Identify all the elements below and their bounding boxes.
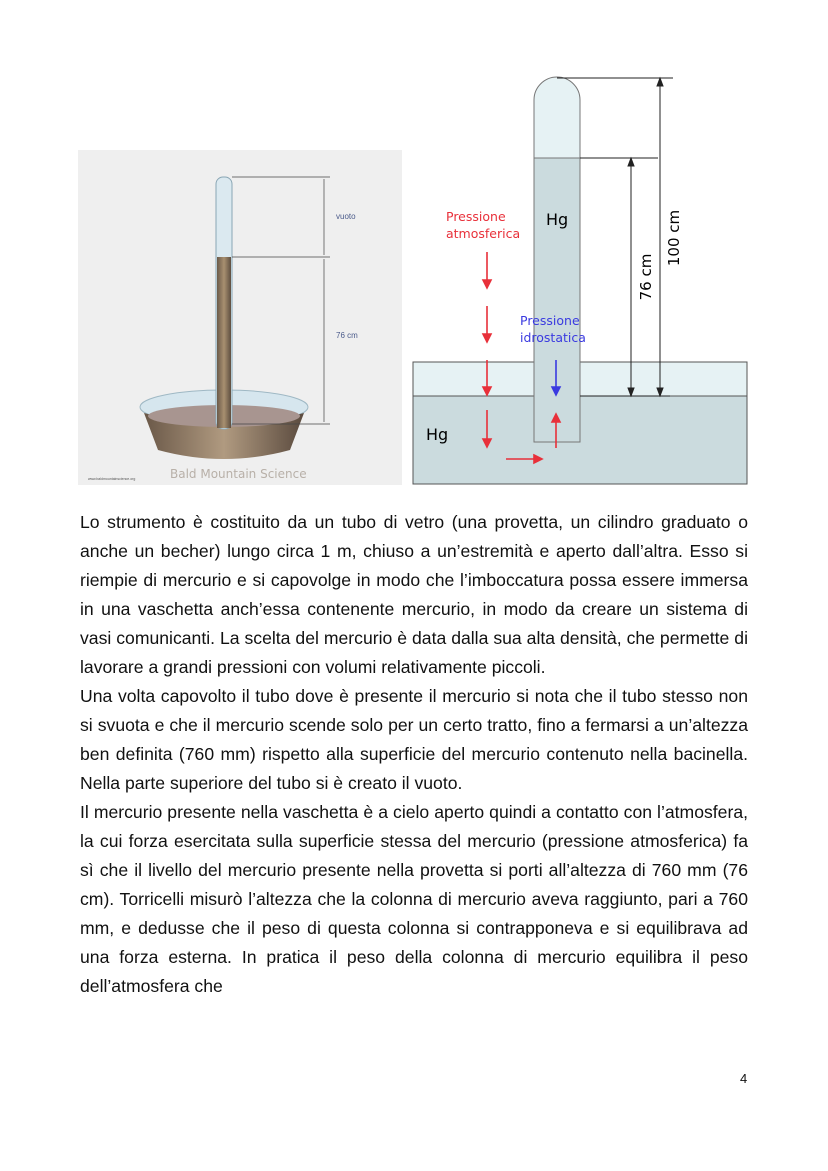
hydro-label-2: idrostatica bbox=[520, 330, 586, 345]
page-number: 4 bbox=[740, 1071, 748, 1086]
watermark: Bald Mountain Science bbox=[170, 467, 307, 481]
paragraph: Il mercurio presente nella vaschetta è a cielo aperto quindi a contatto con l’atmosfera, la cui forza esercitata sulla superficie stessa del mercurio (pressione atmosferica) fa sì che il livello del mercurio presente nella provetta si porti all’altezza di 760 mm (76 cm). Torricelli misurò l’altezza che la colonna di mercurio aveva raggiunto, pari a 760 mm, e dedusse che il peso di questa colonna si contrapponeva e si equilibrava ad una forza esterna. In pratica il peso della colonna di mercurio equilibra il peso dell’atmosfera che bbox=[80, 802, 748, 996]
basin-label: Hg bbox=[426, 425, 449, 444]
label-empty: vuoto bbox=[336, 212, 356, 221]
body-text bbox=[80, 508, 748, 1001]
atm-label-2: atmosferica bbox=[446, 226, 521, 241]
atm-label-1: Pressione bbox=[446, 209, 506, 224]
tube-label: Hg bbox=[546, 210, 569, 229]
torricelli-diagram bbox=[410, 70, 755, 490]
label-height: 76 cm bbox=[336, 331, 358, 340]
dim-tube: 100 cm bbox=[665, 209, 683, 267]
hydro-label-1: Pressione bbox=[520, 313, 580, 328]
dim-mercury: 76 cm bbox=[637, 253, 655, 301]
credit: www.baldmountainscience.org bbox=[88, 477, 136, 481]
paragraph: Una volta capovolto il tubo dove è presente il mercurio si nota che il tubo stesso non si svuota e che il mercurio scende solo per un certo tratto, fino a fermarsi a un’altezza ben definita (760 mm) rispetto alla superficie del mercurio contenuto nella bacinella. Nella parte superiore del tubo si è creato il vuoto. bbox=[80, 686, 748, 793]
barometer-photo bbox=[78, 150, 402, 485]
paragraph: Lo strumento è costituito da un tubo di vetro (una provetta, un cilindro graduato o anche un becher) lungo circa 1 m, chiuso a un’estremità e aperto dall’altra. Esso si riempie di mercurio e si capovolge in modo che l’imboccatura possa essere immersa in una vaschetta anch’essa contenente mercurio, in modo da creare un sistema di vasi comunicanti. La scelta del mercurio è data dalla sua alta densità, che permette di lavorare a grandi pressioni con volumi relativamente piccoli. bbox=[80, 512, 748, 677]
